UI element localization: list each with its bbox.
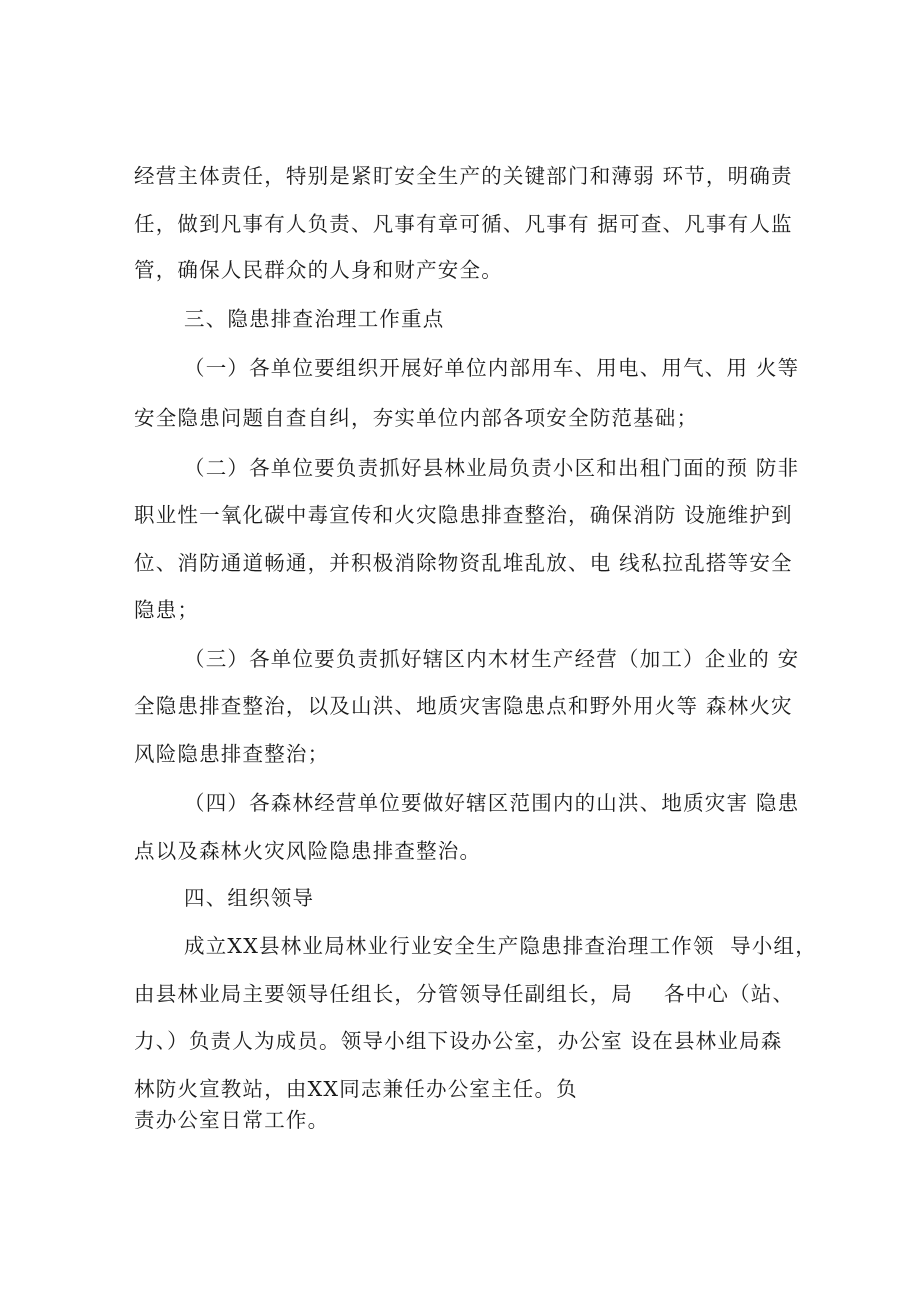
- section-heading: 三、隐患排查治理工作重点: [184, 307, 445, 331]
- paragraph-line: （二）各单位要负责抓好县林业局负责小区和出租门面的预 防非: [184, 456, 800, 480]
- paragraph-line: （一）各单位要组织开展好单位内部用车、用电、用气、用 火等: [184, 356, 800, 380]
- section-heading: 四、组织领导: [184, 886, 315, 910]
- paragraph-line: 管，确保人民群众的人身和财产安全。: [134, 258, 503, 282]
- paragraph-line: 风险隐患排查整治；: [134, 742, 330, 766]
- paragraph-line: 安全隐患问题自查自纠，夯实单位内部各项安全防范基础；: [134, 406, 699, 430]
- paragraph-line: 点以及森林火灾风险隐患排查整治。: [134, 839, 482, 863]
- paragraph-line: 由县林业局主要领导任组长，分管领导任副组长，局 各中心（站、: [134, 982, 795, 1006]
- paragraph-line: （四）各森林经营单位要做好辖区范围内的山洪、地质灾害 隐患: [184, 791, 800, 815]
- paragraph-line: 林防火宣教站，由XX同志兼任办公室主任。负: [134, 1077, 578, 1101]
- paragraph-line: 任，做到凡事有人负责、凡事有章可循、凡事有 据可查、凡事有人监: [134, 212, 793, 236]
- paragraph-line: 位、消防通道畅通，并积极消除物资乱堆乱放、电 线私拉乱搭等安全: [134, 551, 793, 575]
- paragraph-line: 经营主体责任，特别是紧盯安全生产的关键部门和薄弱 环节，明确责: [134, 164, 793, 188]
- paragraph-line: 成立XX县林业局林业行业安全生产隐患排查治理工作领 导小组，: [184, 934, 817, 958]
- paragraph-line: （三）各单位要负责抓好辖区内木材生产经营（加工）企业的 安: [184, 647, 800, 671]
- paragraph-line: 责办公室日常工作。: [134, 1108, 330, 1132]
- paragraph-line: 职业性一氧化碳中毒宣传和火灾隐患排查整治，确保消防 设施维护到: [134, 503, 793, 527]
- paragraph-line: 全隐患排查整治，以及山洪、地质灾害隐患点和野外用火等 森林火灾: [134, 694, 793, 718]
- paragraph-line: 隐患；: [134, 598, 200, 622]
- paragraph-line: 力、）负责人为成员。领导小组下设办公室，办公室 设在县林业局森: [134, 1029, 783, 1053]
